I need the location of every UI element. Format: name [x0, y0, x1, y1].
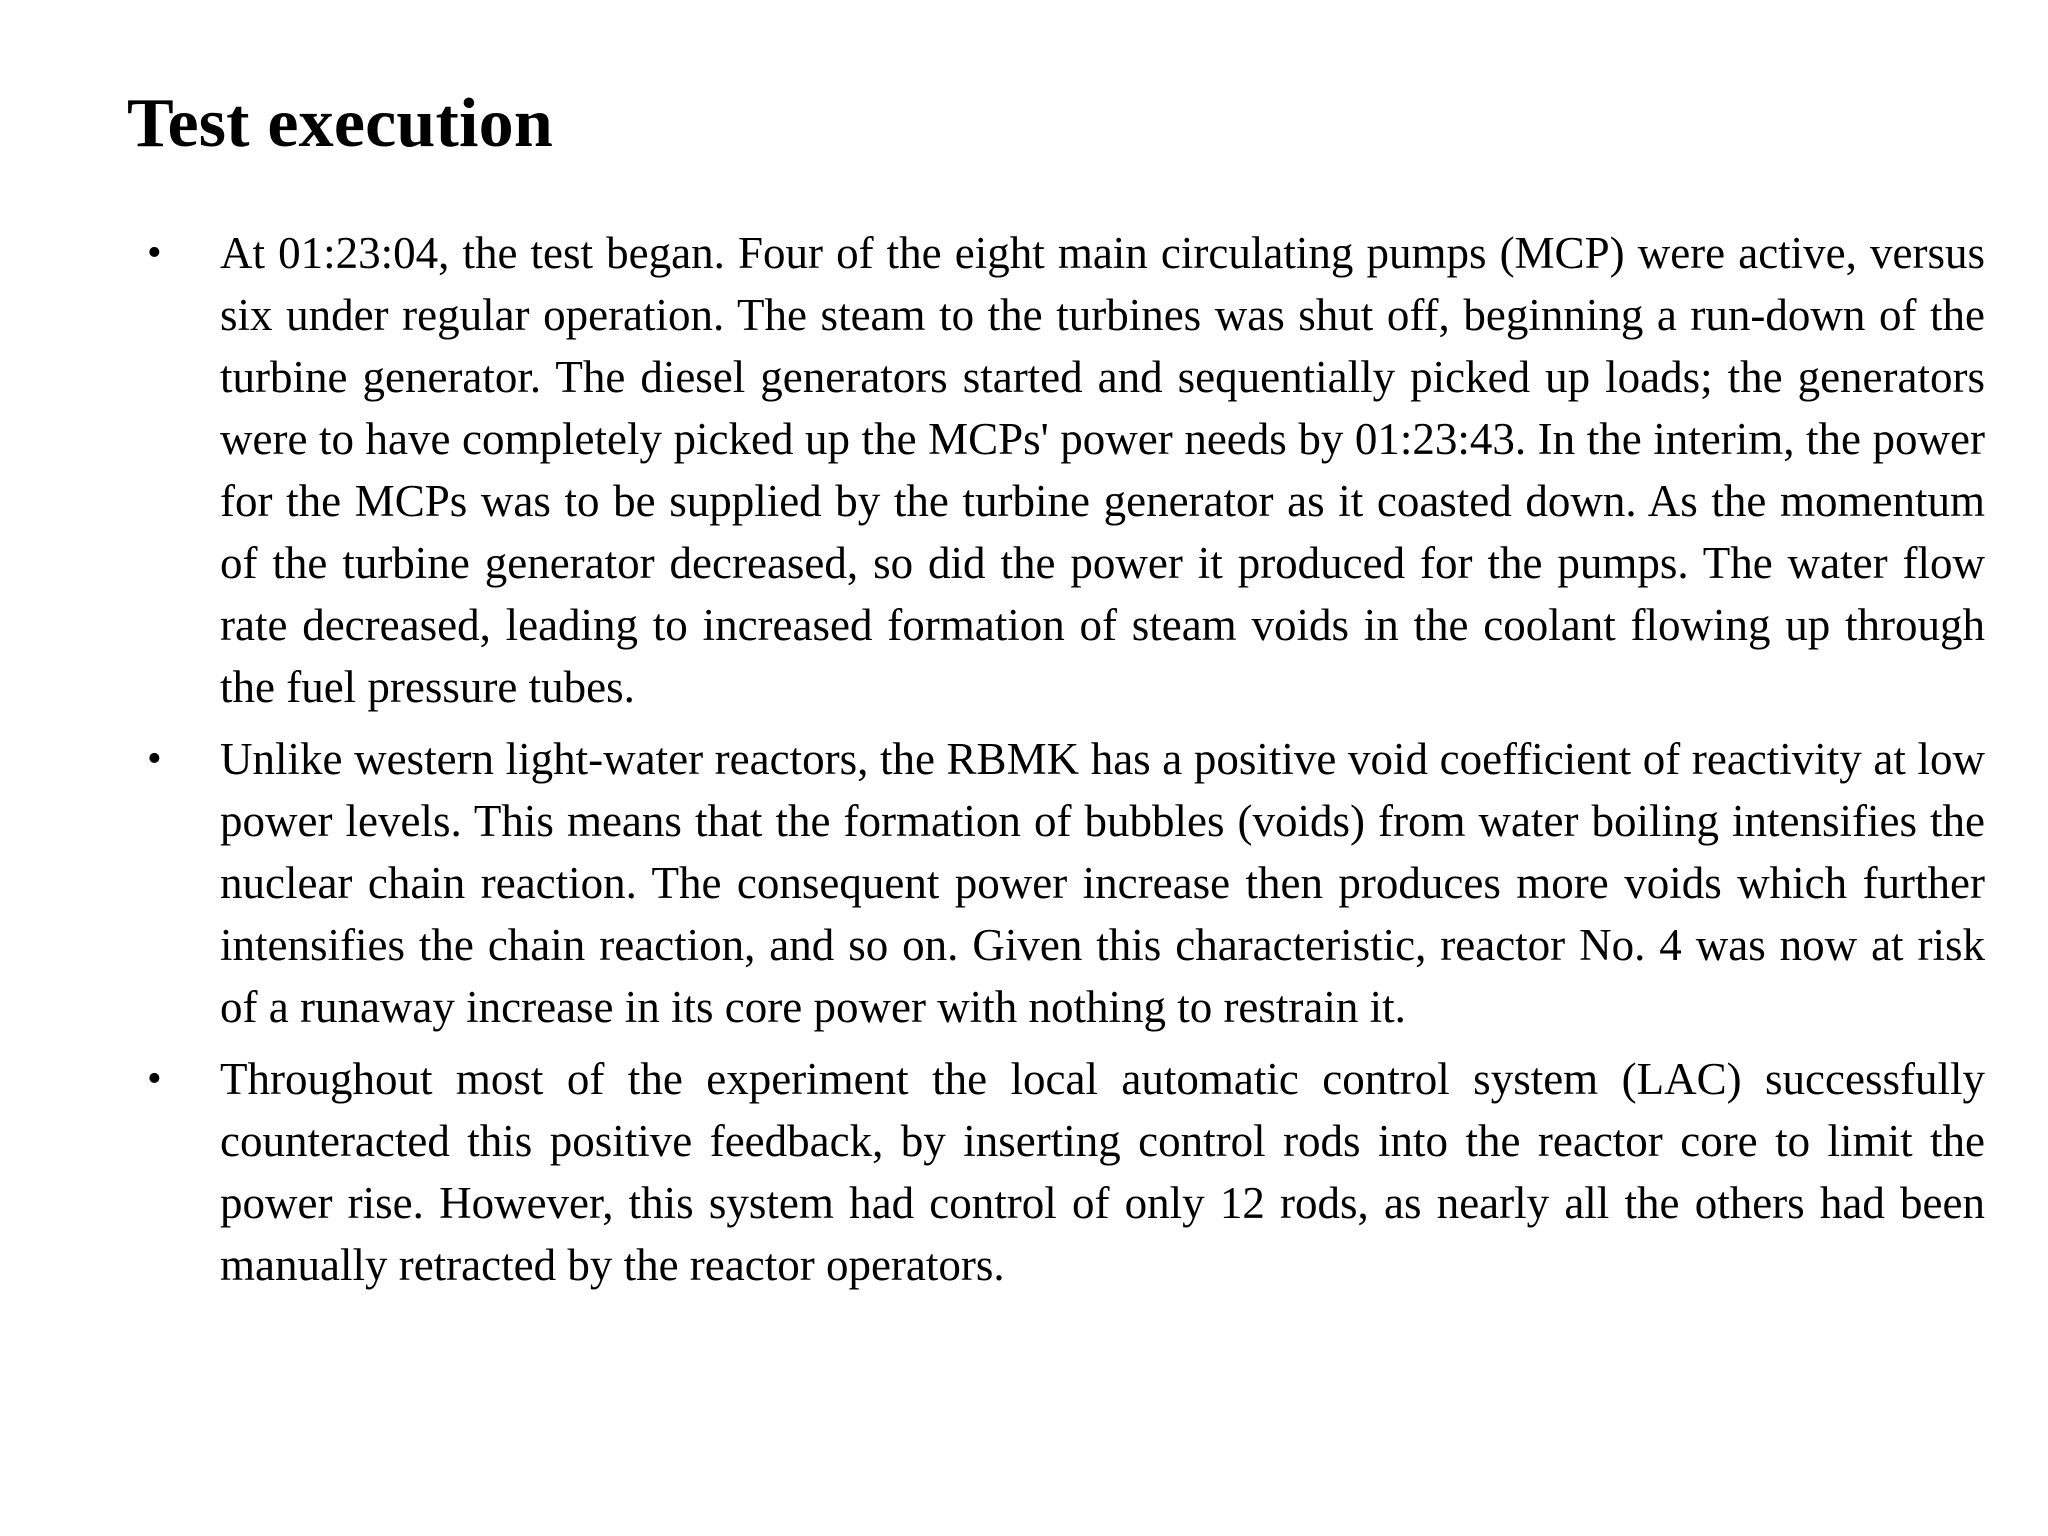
bullet-list — [0, 222, 2048, 1296]
bullet-point-icon: • — [147, 230, 162, 276]
bullet-point-icon: • — [147, 1056, 162, 1102]
bullet-text: Unlike western light-water reactors, the RBMK has a positive void coefficient of reactivity at low power levels. This means that the formation of bubbles (voids) from water boiling intensifies the nuclear chain reaction. The consequent power increase then produces more voids which further intensifies the chain reaction, and so on. Given this characteristic, reactor No. 4 was now at risk of a runaway increase in its core power with nothing to restrain it. — [220, 734, 1985, 1032]
bullet-text: Throughout most of the experiment the local automatic control system (LAC) successfully counteracted this positive feedback, by inserting control rods into the reactor core to limit the power rise. However, this system had control of only 12 rods, as nearly all the others had been manually retracted by the reactor operators. — [220, 1054, 1985, 1290]
bullet-item — [0, 222, 2048, 718]
bullet-text: At 01:23:04, the test began. Four of the eight main circulating pumps (MCP) were active, versus six under regular operation. The steam to the turbines was shut off, beginning a run-down of the turbine generator. The diesel generators started and sequentially picked up loads; the generators were to have completely picked up the MCPs' power needs by 01:23:43. In the interim, the power for the MCPs was to be supplied by the turbine generator as it coasted down. As the momentum of the turbine generator decreased, so did the power it produced for the pumps. The water flow rate decreased, leading to increased formation of steam voids in the coolant flowing up through the fuel pressure tubes. — [220, 228, 1985, 712]
bullet-item — [0, 1048, 2048, 1296]
slide-title: Test execution — [127, 85, 554, 162]
bullet-item — [0, 728, 2048, 1038]
bullet-point-icon: • — [147, 736, 162, 782]
